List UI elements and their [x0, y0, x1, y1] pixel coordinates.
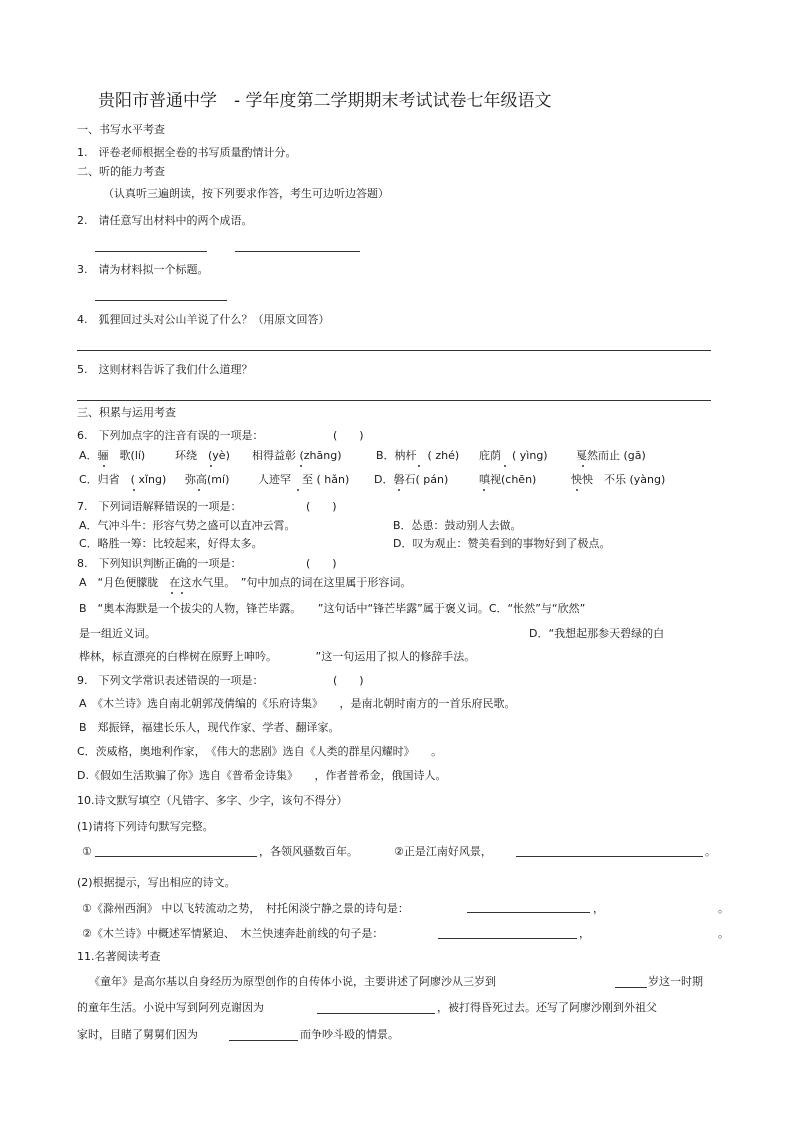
answer-line[interactable]: [77, 400, 711, 401]
section-heading-usage: 三、积累与运用考查: [77, 406, 176, 419]
answer-blank[interactable]: [235, 251, 360, 252]
option-a: A 《木兰诗》选自南北朝郭茂倩编的《乐府诗集》 ，是南北朝时南方的一首乐府民歌。: [79, 697, 516, 710]
poem-line-1: ，各领风骚数百年。: [259, 845, 358, 858]
option-a-item-3: 相得益彰 (zhāng): [252, 449, 342, 462]
reading-text-line-1-end: 岁这一时期: [648, 975, 703, 988]
question-9-stem: 9. 下列文学常识表述错误的一项是：: [77, 674, 264, 687]
answer-paren[interactable]: ( ): [333, 674, 364, 687]
option-b: B 郑振铎，福建长乐人，现代作家、学者、翻译家。: [79, 721, 340, 734]
emphasis-dot: [483, 489, 485, 491]
period: 。: [705, 845, 716, 858]
emphasis-dot: [198, 489, 200, 491]
option-c: C．略胜一筹：比较起来，好得太多。: [79, 537, 263, 550]
period: 。: [718, 902, 729, 915]
emphasis-dot: [297, 489, 299, 491]
answer-blank[interactable]: [438, 938, 577, 939]
question-4: 4. 狐狸回过头对公山羊说了什么？（用原文回答）: [77, 313, 330, 326]
question-1: 1. 评卷老师根据全卷的书写质量酌情计分。: [77, 146, 297, 159]
option-b-item-2: 庇荫 ( yìng): [479, 449, 548, 462]
prompt-1: ①《滁州西涧》 中以飞转流动之势， 村托闲淡宁静之景的诗句是：: [82, 902, 409, 915]
emphasis-dot: [171, 592, 173, 594]
emphasis-dot: [103, 465, 105, 467]
reading-text-line-3-end: 而争吵斗殴的情景。: [300, 1028, 399, 1041]
option-d-item-3: 怏怏 不乐 (yàng): [571, 473, 666, 486]
option-d-item-1: D．磐石( pán): [374, 473, 449, 486]
option-d: D.《假如生活欺骗了你》选自《普希金诗集》 ，作者普希金，俄国诗人。: [77, 769, 447, 782]
question-2: 2. 请任意写出材料中的两个成语。: [77, 214, 253, 227]
reading-text-line-2: 的童年生活。小说中写到阿列克谢因为: [77, 1001, 264, 1014]
option-d: D．叹为观止：赞美看到的事物好到了极点。: [393, 537, 611, 550]
option-d-continued: 桦林，标直漂亮的白桦树在原野上呻吟。 ”这一句运用了拟人的修辞手法。: [79, 650, 476, 663]
question-10-part-2: (2)根据提示，写出相应的诗文。: [77, 876, 236, 889]
answer-blank[interactable]: [229, 1040, 298, 1041]
answer-blank[interactable]: [615, 987, 647, 988]
option-d-item-2: 嗔视(chēn): [479, 473, 537, 486]
question-5: 5. 这则材料告诉了我们什么道理？: [77, 363, 253, 376]
option-b: B．怂恿：鼓动别人去做。: [393, 519, 522, 532]
option-a: A．气冲斗牛：形容气势之盛可以直冲云霄。: [79, 519, 296, 532]
comma: ，: [579, 927, 590, 940]
question-6-stem: 6. 下列加点字的注音有误的一项是：: [77, 429, 264, 442]
listening-instruction: （认真听三遍朗读，按下列要求作答，考生可边听边答题）: [103, 187, 389, 200]
emphasis-dot: [133, 489, 135, 491]
answer-line[interactable]: [77, 350, 711, 351]
reading-text-line-3: 家时，目睹了舅舅们因为: [77, 1028, 198, 1041]
question-3: 3. 请为材料拟一个标题。: [77, 263, 209, 276]
answer-blank[interactable]: [516, 856, 703, 857]
question-11-stem: 11.名著阅读考查: [77, 950, 161, 963]
poem-line-2: ②正是江南好风景，: [394, 845, 492, 858]
answer-paren[interactable]: ( ): [306, 500, 337, 513]
answer-blank[interactable]: [467, 912, 590, 913]
option-b-item-3: 戛然而止 (gā): [576, 449, 646, 462]
answer-blank[interactable]: [95, 300, 227, 301]
emphasis-dot: [398, 489, 400, 491]
option-b-item-1: B．枘杆 ( zhé): [376, 449, 460, 462]
emphasis-dot: [418, 465, 420, 467]
emphasis-dot: [181, 592, 183, 594]
emphasis-dot: [504, 465, 506, 467]
option-c: 是一组近义词。: [79, 627, 156, 640]
reading-text-line-1: 《童年》是高尔基以自身经历为原型创作的自传体小说，主要讲述了阿廖沙从三岁到: [89, 975, 496, 988]
page-title: 贵阳市普通中学 - 学年度第二学期期末考试试卷七年级语文: [98, 91, 552, 111]
question-10-stem: 10.诗文默写填空（凡错字、多字、少字，该句不得分）: [77, 794, 348, 807]
circled-number-1: ①: [82, 845, 92, 858]
prompt-2: ②《木兰诗》中概述军情紧迫、 木兰快速奔赴前线的句子是：: [82, 927, 384, 940]
answer-blank[interactable]: [95, 856, 257, 857]
option-a-item-2: 环绕 (yè): [175, 449, 230, 462]
answer-blank[interactable]: [95, 251, 207, 252]
period: 。: [718, 927, 729, 940]
option-d: D．“我想起那参天碧绿的白: [529, 627, 665, 640]
answer-paren[interactable]: ( ): [306, 557, 337, 570]
option-b: B “奥本海默是一个拔尖的人物，锋芒毕露。 ”这句话中“锋芒毕露”属于褒义词。C．“怅然”与“欣然”: [79, 602, 586, 615]
emphasis-dot: [210, 465, 212, 467]
emphasis-dot: [582, 465, 584, 467]
option-c-item-3: 人迹罕 至 ( hǎn): [258, 473, 350, 486]
question-10-part-1: (1)请将下列诗句默写完整。: [77, 820, 214, 833]
section-heading-writing: 一、书写水平考查: [77, 123, 165, 136]
answer-blank[interactable]: [317, 1013, 435, 1014]
question-8-stem: 8. 下列知识判断正确的一项是：: [77, 557, 242, 570]
option-a-item-1: A．骊 歌(lí): [79, 449, 146, 462]
option-c-item-1: C．归省 ( xǐng): [79, 473, 167, 486]
option-c: C．茨威格，奥地利作家， 《伟大的悲剧》选自《人类的群星闪耀时》 。: [77, 745, 443, 758]
emphasis-dot: [300, 465, 302, 467]
option-c-item-2: 弥高(mí): [185, 473, 230, 486]
section-heading-listening: 二、听的能力考查: [77, 165, 165, 178]
reading-text-line-2-end: ，被打得昏死过去。还写了阿廖沙刚到外祖父: [437, 1001, 657, 1014]
emphasis-dot: [576, 489, 578, 491]
option-a: A “月色便朦胧 在这水气里。 ”句中加点的词在这里属于形容词。: [79, 576, 412, 589]
answer-paren[interactable]: ( ): [333, 429, 364, 442]
comma: ，: [593, 902, 604, 915]
question-7-stem: 7. 下列词语解释错误的一项是：: [77, 500, 242, 513]
